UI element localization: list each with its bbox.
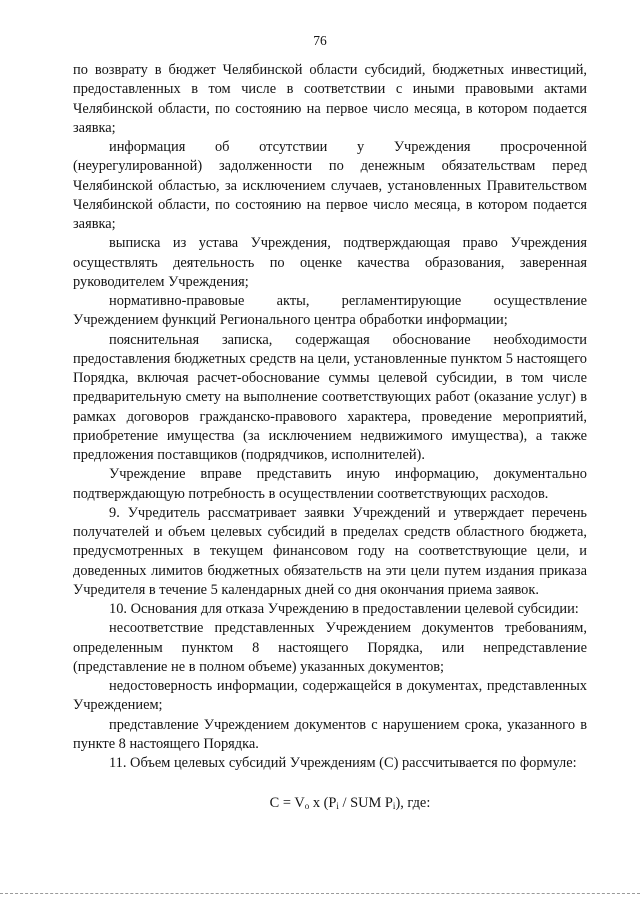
formula-subscript: i — [336, 801, 339, 812]
paragraph: выписка из устава Учреждения, подтверждающая право Учреждения осуществлять деятельность по оценке качества образования, заверенная руководителем Учреждения; — [73, 235, 587, 290]
document-body — [73, 61, 587, 817]
formula-part: ), где: — [395, 795, 431, 812]
paragraph: Учреждение вправе представить иную информацию, документально подтверждающую потребность в осуществлении соответствующих расходов. — [73, 466, 587, 502]
paragraph: пояснительная записка, содержащая обоснование необходимости предоставления бюджетных средств на цели, установленные пунктом 5 настоящего Порядка, включая расчет-обоснование суммы целевой субсидии, в том числе предварительную смету на выполнение соответствующих работ (оказание услуг) в рамках договоров гражданско-правового характера, проведение мероприятий, приобретение имущества (за исключением недвижимого имущества), а также предложения поставщиков (подрядчиков, исполнителей). — [73, 331, 587, 463]
paragraph: представление Учреждением документов с нарушением срока, указанного в пункте 8 настоящего Порядка. — [73, 716, 587, 752]
formula — [73, 794, 587, 816]
scan-edge-line — [0, 893, 640, 894]
paragraph: нормативно-правовые акты, регламентирующие осуществление Учреждением функций Регионального центра обработки информации; — [73, 293, 587, 329]
paragraph: 9. Учредитель рассматривает заявки Учреждений и утверждает перечень получателей и объем целевых субсидий в пределах средств областного бюджета, предусмотренных в текущем финансовом году на соответствующие цели, и доведенных лимитов бюджетных обязательств на эти цели путем издания приказа Учредителя в течение 5 календарных дней со дня окончания приема заявок. — [73, 504, 587, 598]
paragraph: по возврату в бюджет Челябинской области субсидий, бюджетных инвестиций, предоставленных в том числе в соответствии с иными правовыми актами Челябинской области, по состоянию на первое число месяца, в котором подается заявка; — [73, 62, 587, 136]
paragraph: недостоверность информации, содержащейся в документах, представленных Учреждением; — [73, 678, 587, 714]
formula-part: / SUM P — [338, 795, 393, 812]
paragraph: 11. Объем целевых субсидий Учреждениям (С) рассчитывается по формуле: — [109, 755, 577, 771]
formula-part: C = V — [269, 795, 305, 812]
formula-subscript: o — [304, 801, 310, 812]
page-number: 76 — [313, 33, 327, 48]
paragraph: 10. Основания для отказа Учреждению в предоставлении целевой субсидии: — [109, 601, 579, 617]
paragraph: информация об отсутствии у Учреждения просроченной (неурегулированной) задолженности по денежным обязательствам перед Челябинской областью, за исключением случаев, установленных Правительством Челябинской области, по состоянию на первое число месяца, в котором подается заявка; — [73, 139, 587, 232]
formula-part: x (P — [309, 795, 337, 812]
formula-subscript: i — [392, 801, 396, 812]
paragraph: несоответствие представленных Учреждением документов требованиям, определенным пунктом 8 настоящего Порядка, или непредставление (представление не в полном объеме) указанных документов; — [73, 620, 587, 675]
